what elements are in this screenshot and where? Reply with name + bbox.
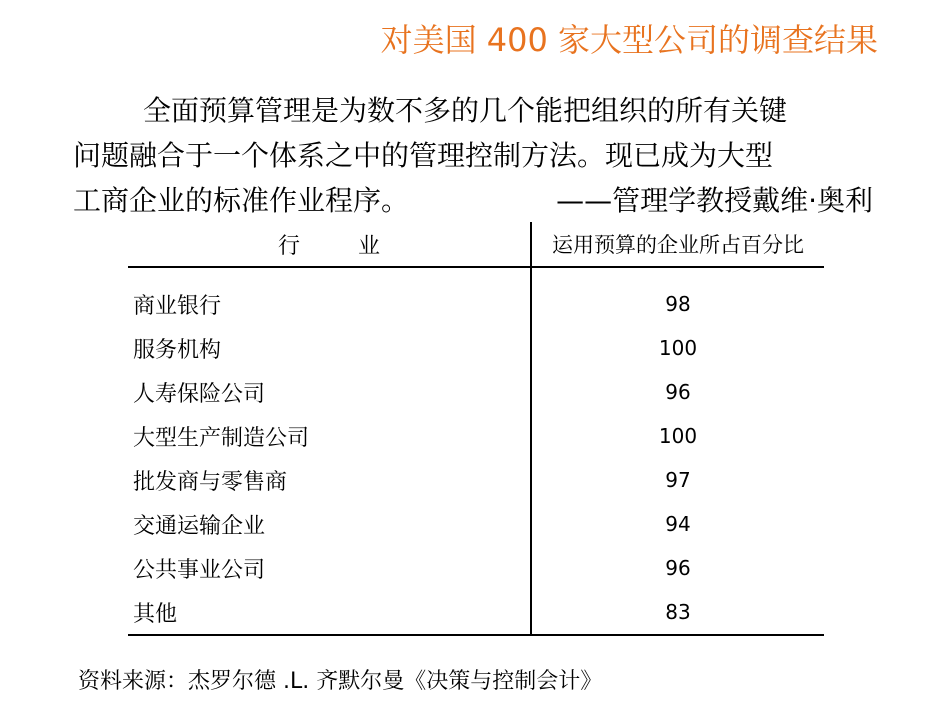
table-row [128, 326, 824, 370]
percentage-column-header: 运用预算的企业所占百分比 [531, 222, 824, 267]
quote-attribution: ——管理学教授戴维·奥利 [556, 184, 873, 217]
intro-paragraph [73, 88, 878, 223]
value-cell: 94 [665, 512, 691, 536]
table-row [128, 546, 824, 590]
table-row [128, 590, 824, 635]
survey-table [128, 222, 824, 636]
table-row [128, 370, 824, 414]
value-cell: 97 [665, 468, 691, 492]
industry-cell: 交通运输企业 [128, 502, 531, 546]
intro-line-3 [73, 178, 873, 223]
industry-column-header: 行业 [128, 222, 531, 267]
intro-line-2: 问题融合于一个体系之中的管理控制方法。现已成为大型 [73, 139, 774, 172]
value-cell: 100 [658, 336, 698, 360]
industry-cell: 人寿保险公司 [128, 370, 531, 414]
industry-cell: 商业银行 [128, 267, 531, 326]
source-citation: 资料来源：杰罗尔德 .L. 齐默尔曼《决策与控制会计》 [78, 669, 603, 694]
industry-cell: 公共事业公司 [128, 546, 531, 590]
value-cell: 83 [531, 590, 824, 635]
industry-cell: 其他 [128, 590, 531, 635]
intro-line-1: 全面预算管理是为数不多的几个能把组织的所有关键 [143, 94, 788, 127]
industry-cell: 批发商与零售商 [128, 458, 531, 502]
value-cell: 98 [665, 292, 691, 316]
intro-line-3-text: 工商企业的标准作业程序。 [73, 184, 410, 217]
table-header-row [128, 222, 824, 267]
page-title: 对美国 400 家大型公司的调查结果 [380, 21, 878, 59]
table-row [128, 458, 824, 502]
value-cell: 100 [658, 424, 698, 448]
table-row [128, 414, 824, 458]
value-cell: 96 [665, 380, 691, 404]
table-row [128, 267, 824, 326]
value-cell: 96 [665, 556, 691, 580]
industry-cell: 大型生产制造公司 [128, 414, 531, 458]
industry-cell: 服务机构 [128, 326, 531, 370]
table-row [128, 502, 824, 546]
